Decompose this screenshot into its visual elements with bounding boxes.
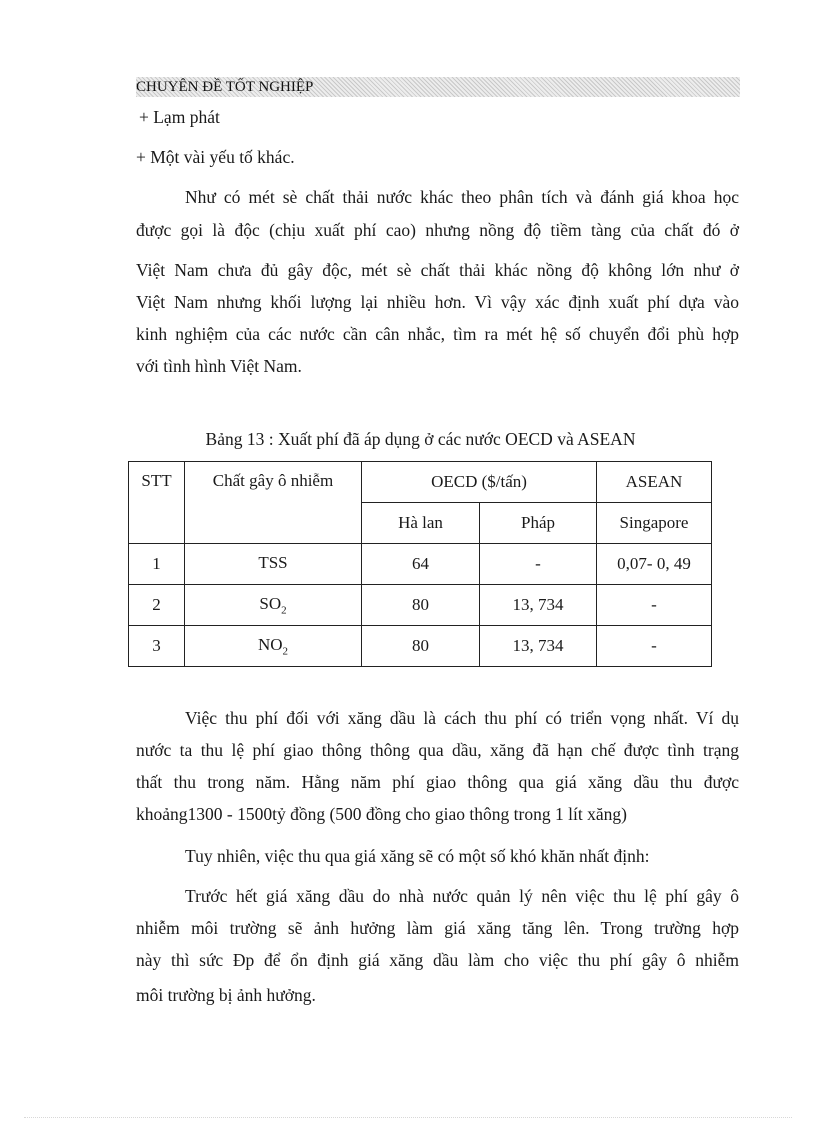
page-header [136,77,740,97]
table-row [129,544,712,585]
cell-netherlands: 80 [362,585,480,626]
paragraph-line: Việc thu phí đối với xăng dầu là cách thu phí có triển vọng nhất. Ví dụ [185,708,739,728]
header-title: CHUYÊN ĐỀ TỐT NGHIỆP [136,79,314,95]
table-header-row [129,462,712,503]
paragraph-line: môi trường bị ảnh hưởng. [136,985,316,1005]
paragraph-line: này thì sức Ðp để ổn định giá xăng dầu làm cho việc thu phí gây ô nhiễm [136,950,739,970]
header-asean: ASEAN [597,462,712,503]
cell-singapore: 0,07- 0, 49 [597,544,712,585]
paragraph-line: Việt Nam nhưng khối lượng lại nhiều hơn. Vì vậy xác định xuất phí dựa vào [136,292,739,312]
cell-france: - [480,544,597,585]
cell-france: 13, 734 [480,585,597,626]
cell-pollutant: TSS [185,544,362,585]
bullet-other-factors: + Một vài yếu tố khác. [136,147,295,167]
header-france: Pháp [480,503,597,544]
table-row [129,585,712,626]
fee-table [128,461,712,667]
cell-netherlands: 64 [362,544,480,585]
paragraph-line: được gọi là độc (chịu xuất phí cao) nhưng nồng độ tiềm tàng của chất đó ở [136,220,739,240]
paragraph-line: nhiễm môi trường sẽ ảnh hưởng làm giá xăng tăng lên. Trong trường hợp [136,918,739,938]
cell-france: 13, 734 [480,626,597,667]
cell-stt: 2 [129,585,185,626]
paragraph-line: Như có mét sè chất thải nước khác theo phân tích và đánh giá khoa học [185,187,739,207]
cell-singapore: - [597,585,712,626]
paragraph-line: nước ta thu lệ phí giao thông thông qua dầu, xăng đã hạn chế được tình trạng [136,740,739,760]
paragraph-line: kinh nghiệm của các nước cần cân nhắc, tìm ra mét hệ số chuyển đổi phù hợp [136,324,739,344]
table-caption: Bảng 13 : Xuất phí đã áp dụng ở các nước OECD và ASEAN [205,429,636,449]
bullet-inflation: + Lạm phát [139,107,220,127]
paragraph-line: khoảng1300 - 1500tỷ đồng (500 đồng cho giao thông trong 1 lít xăng) [136,804,627,824]
cell-stt: 3 [129,626,185,667]
cell-pollutant: $NO_2$ [185,626,362,667]
paragraph-line: thất thu trong năm. Hằng năm phí giao thông qua giá xăng dầu thu được [136,772,739,792]
header-stt: STT [129,462,185,544]
paragraph-line: với tình hình Việt Nam. [136,356,302,376]
cell-singapore: - [597,626,712,667]
page-bottom-divider [24,1117,792,1118]
header-netherlands: Hà lan [362,503,480,544]
paragraph-difficulties: Tuy nhiên, việc thu qua giá xăng sẽ có một số khó khăn nhất định: [185,846,650,866]
paragraph-line: Trước hết giá xăng dầu do nhà nước quản lý nên việc thu lệ phí gây ô [185,886,739,906]
cell-netherlands: 80 [362,626,480,667]
cell-pollutant: $SO_2$ [185,585,362,626]
header-oecd: OECD ($/tấn) [362,462,597,503]
table-row [129,626,712,667]
paragraph-line: Việt Nam chưa đủ gây độc, mét sè chất thải khác nồng độ không lớn như ở [136,260,739,280]
cell-stt: 1 [129,544,185,585]
header-singapore: Singapore [597,503,712,544]
header-pollutant: Chất gây ô nhiễm [185,462,362,544]
